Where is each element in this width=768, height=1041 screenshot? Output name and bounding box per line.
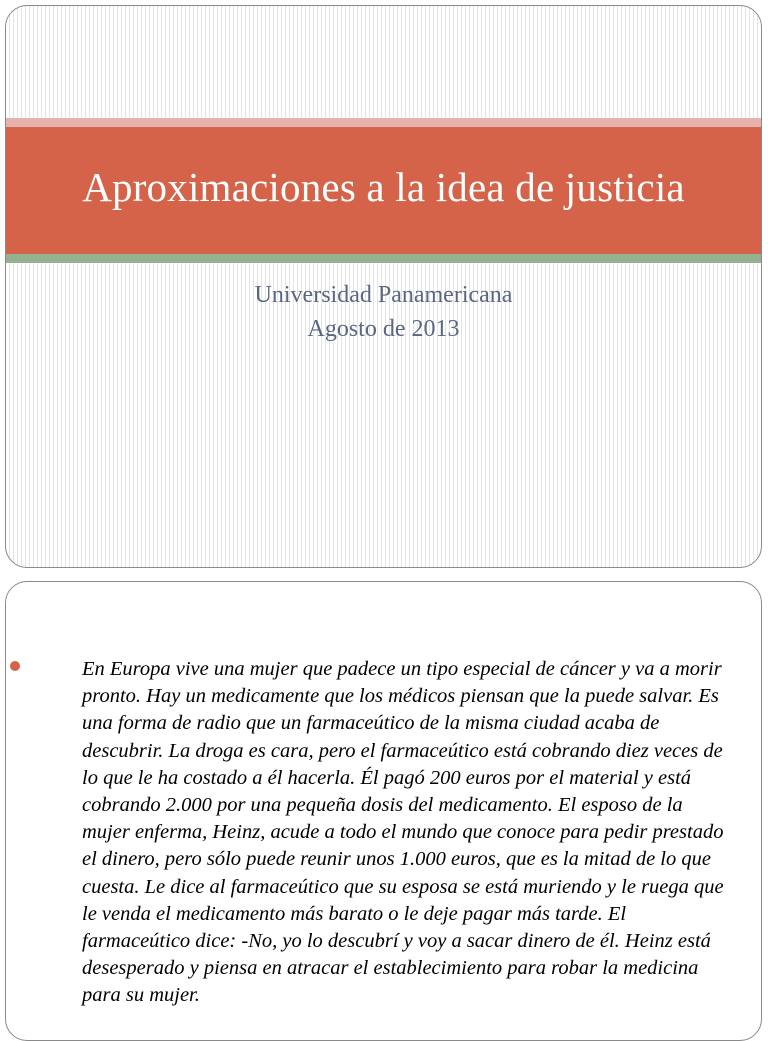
bullet-item bbox=[82, 656, 732, 1010]
bullet-text: En Europa vive una mujer que padece un tipo especial de cáncer y va a morir pronto. Hay un medicamente que los médicos piensan que la puede salvar. Es una forma de radio que un farmaceútico de la misma ciudad acaba de descubrir. La droga es cara, pero el farmaceútico está cobrando diez veces de lo que le ha costado a él hacerla. Él pagó 200 euros por el material y está cobrando 2.000 por una pequeña dosis del medicamento. El esposo de la mujer enferma, Heinz, acude a todo el mundo que conoce para pedir prestado el dinero, pero sólo puede reunir unos 1.000 euros, que es la mitad de lo que cuesta. Le dice al farmaceútico que su esposa se está muriendo y le ruega que le venda el medicamento más barato o le deje pagar más tarde. El farmaceútico dice: -No, yo lo descubrí y voy a sacar dinero de él. Heinz está desesperado y piensa en atracar el establecimiento para robar la medicina para su mujer. bbox=[82, 658, 724, 1007]
title-band bbox=[6, 127, 761, 254]
title-slide bbox=[5, 5, 762, 568]
title-band-top-stripe bbox=[6, 118, 761, 127]
slide-title: Aproximaciones a la idea de justicia bbox=[82, 163, 685, 210]
subtitle-line-institution: Universidad Panamericana bbox=[254, 282, 513, 308]
content-slide bbox=[5, 581, 762, 1041]
slide-subtitle bbox=[6, 278, 761, 346]
title-band-bottom-stripe bbox=[6, 254, 761, 263]
bullet-icon bbox=[10, 661, 20, 671]
subtitle-line-date: Agosto de 2013 bbox=[307, 316, 460, 342]
